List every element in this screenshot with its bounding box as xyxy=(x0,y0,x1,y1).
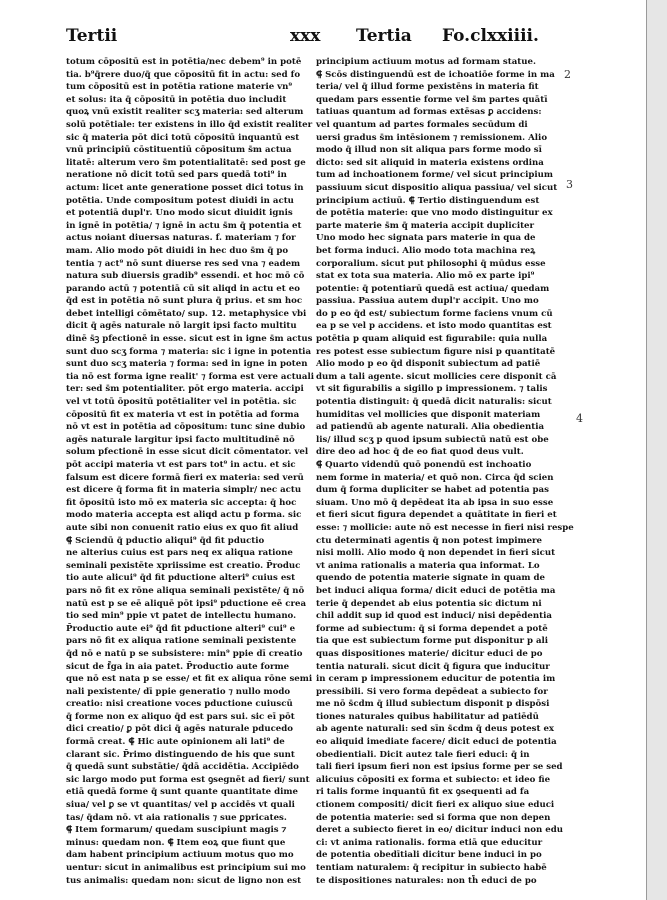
text-line: tio sed min⁹ ppie vt patet de intellectu humano. xyxy=(66,611,297,622)
text-line: dum a tali agente. sicut mollicies cere disponit cā xyxy=(316,371,557,382)
text-line: dicit q̄ agēs naturale nō largit ipsi facto multitu xyxy=(66,321,297,332)
text-line: tia nō est forma igne realit' ⁊ forma est vere actuali xyxy=(66,371,315,382)
text-line: ter: sed s̄m potentialiter. pōt ergo materia. accipi xyxy=(66,384,304,395)
text-line: vel vt totū ōpositū potētialiter vel in potētia. sic xyxy=(66,397,297,408)
page-edge xyxy=(646,0,667,900)
text-line: obedientiali. Dicit autez tale fieri educi: q̄ in xyxy=(316,749,530,760)
text-line: tali fieri ipsum fieri non est ipsius forme per se sed xyxy=(316,762,563,773)
text-line: dinē s̄ꝫ pfectionē in esse. sicut est in igne s̄m actus xyxy=(66,334,313,345)
text-line: etiā quedā forme q̄ sunt quante quantitate dime xyxy=(66,787,298,798)
text-line: deret a subiecto fieret in eo/ dicitur induci non edu xyxy=(316,825,563,836)
text-line: sic q̄ materia pōt dici totū cōpositū inquantū est xyxy=(66,132,300,143)
header-center: xxx xyxy=(290,26,321,46)
text-line: pressibili. Si vero forma depēdeat a subiecto for xyxy=(316,686,548,697)
text-line: ⸿ Sciendū q̄ pductio aliqui⁹ q̄d fit pductio xyxy=(66,535,265,546)
text-line: potētia. Unde compositum potest diuidi in actu xyxy=(66,195,294,206)
text-line: falsum est dicere formā fieri ex materia: sed verū xyxy=(66,472,304,483)
text-line: potentie: q̄ potentiarū quedā est actiua/ quedam xyxy=(316,283,550,294)
text-line: nō vt est in potētia ad cōpositum: tunc sine dubio xyxy=(66,422,306,433)
text-line: ne alterius cuius est pars neq ex aliqua ratione xyxy=(66,548,293,559)
text-line: passiuum sicut dispositio aliqua passiua/ vel sicut xyxy=(316,182,558,193)
margin-note: 2 xyxy=(564,68,571,81)
text-line: modo q̄ illud non sit aliqua pars forme modo sī xyxy=(316,145,542,156)
text-line: debet intelligi cōmētato/ sup. 12. metaphysice vbi xyxy=(66,308,307,319)
text-line: potentia distinguit: q̄ quedā dicit naturalis: sicut xyxy=(316,397,552,408)
text-line: fit ōpositū isto mō ex materia sic accepta: q̄ hoc xyxy=(66,497,297,508)
text-line: tiones naturales quibus habilitatur ad patiēdū xyxy=(316,711,539,722)
running-header xyxy=(0,26,666,48)
text-line: que nō est nata p se esse/ et fit ex aliqua rōne semi xyxy=(66,674,313,685)
text-line: alicuius cōpositi ex forma et subiecto: et ideo fie xyxy=(316,774,551,785)
text-line: ⸿ Scōs distinguendū est de ichoatiōe forme in ma xyxy=(316,69,555,80)
text-line: neratione nō dicit totū sed pars quedā toti⁹ in xyxy=(66,170,287,181)
text-line: me nō s̄cdm q̄ illud subiectum disponit p dispōsi xyxy=(316,699,550,710)
left-column xyxy=(66,56,316,886)
text-line: modo materia accepta est aliqd actu p forma. sic xyxy=(66,510,302,521)
text-line: forme ad subiectum: q̄ si forma dependet a potē xyxy=(316,623,548,634)
text-line: tia que est subiectum forme put disponitur p ali xyxy=(316,636,549,647)
text-line: et solus: ita q̄ cōpositū in potētia duo includit xyxy=(66,94,287,105)
text-line: dici creatio/ ꝑ pōt dici q̄ agēs naturale pducedo xyxy=(66,724,294,735)
text-line: natura sub diuersis gradib⁹ essendi. et hoc mō cō xyxy=(66,271,305,282)
text-line: ctu determinati agentis q̄ non potest impimere xyxy=(316,535,543,546)
text-line: quas dispositiones materie/ dicitur educi de po xyxy=(316,648,543,659)
text-line: siuam. Uno mō q̄ depēdeat ita ab ipsa in suo esse xyxy=(316,497,554,508)
text-line: aute sibi non conuenit ratio eius ex quo fit aliud xyxy=(66,522,299,533)
text-line: sunt duo scʒ forma ⁊ materia: sic i igne in potentia xyxy=(66,346,312,357)
text-line: solū potētiale: ter existens in illo q̄d existit realiter xyxy=(66,119,313,130)
text-line: pars nō fit ex aliqua ratione seminali pexistente xyxy=(66,636,297,647)
text-line: principium actiuū. ⸿ Tertio distinguendum est xyxy=(316,195,540,206)
text-line: ri talis forme inquantū fit ex ꝯsequenti ad fa xyxy=(316,787,530,798)
text-line: de potētia materie: que vno modo distinguitur ex xyxy=(316,208,553,219)
text-line: tentia ⁊ act⁹ nō sunt diuerse res sed vna ⁊ eadem xyxy=(66,258,301,269)
text-line: bet induci aliqua forma/ dicit educi de potētia ma xyxy=(316,585,556,596)
text-line: formā creat. ⸿ Hic aute opinionem ali lati⁹ de xyxy=(66,737,285,748)
text-line: nali pexistente/ dī ppie generatio ⁊ nullo modo xyxy=(66,686,291,697)
margin-note: 4 xyxy=(576,412,583,425)
text-line: parando actū ⁊ potentiā cū sit aliqd in actu et eo xyxy=(66,283,300,294)
text-line: creatio: nisi creatione voces pductione cuiuscū xyxy=(66,699,293,710)
text-line: P̄roductio aute ei⁹ q̄d fit pductione alteri⁹ cui⁹ e xyxy=(66,623,296,634)
text-line: solum pfectionē in esse sicut dicit cōmentator. vel xyxy=(66,447,309,458)
text-line: nisi molli. Alio modo q̄ non dependet in fieri sicut xyxy=(316,548,556,559)
text-line: do p eo q̄d est/ subiectum forme faciens vnum cū xyxy=(316,308,553,319)
text-line: in ignē in potētia/ ⁊ ignē in actu s̄m q̄ potentia et xyxy=(66,220,302,231)
text-line: vt anima rationalis a materia qua informat. Lo xyxy=(316,560,540,571)
text-line: siua/ vel ꝑ se vt quantitas/ vel p accidēs vt quali xyxy=(66,800,295,811)
text-line: et fieri sicut figura dependet a quātitate in fieri et xyxy=(316,510,557,521)
header-right-word: Tertia xyxy=(356,26,412,46)
text-line: corporalium. sicut put philosophi q̄ mūdus esse xyxy=(316,258,546,269)
text-line: tas/ q̄dam nō. vt aia rationalis ⁊ sue ꝑpricates. xyxy=(66,812,287,823)
text-line: tatiuas quantum ad formas extēsas ꝑ accidens: xyxy=(316,107,542,118)
text-line: dum q̄ forma dupliciter se habet ad potentia pas xyxy=(316,485,549,496)
text-line: vnū principiū cōstituentiū cōpositum s̄m actua xyxy=(66,145,292,156)
text-line: actum: licet ante generatione posset dici totus in xyxy=(66,182,304,193)
text-line: tum cōpositū est in potētia ratione materie vn⁹ xyxy=(66,82,293,93)
text-line: et potentiā dupl'r. Uno modo sicut diuidit ignis xyxy=(66,208,293,219)
text-line: q̄d nō e natū p se subsistere: min⁹ ppie dī creatio xyxy=(66,648,303,659)
text-line: vel quantum ad partes formales secūdum di xyxy=(316,119,528,130)
text-line: pōt accipi materia vt est pars tot⁹ in actu. et sic xyxy=(66,460,296,470)
text-line: q̄ quedā sunt substātie/ q̄dā accidētia. Accipiēdo xyxy=(66,762,299,773)
text-line: mam. Alio modo pōt diuidi in hec duo s̄m q̄ po xyxy=(66,245,289,256)
text-line: bet forma induci. Alio modo tota machina reꝝ xyxy=(316,245,536,256)
text-line: tio aute alicui⁹ q̄d fit pductione alteri⁹ cuius est xyxy=(66,573,296,584)
text-line: ctionem compositi/ dicit fieri ex aliquo siue educi xyxy=(316,800,555,811)
text-line: uentur: sicut in animalibus est principium sui mo xyxy=(66,863,306,873)
text-line: ea p se vel p accidens. et isto modo quantitas est xyxy=(316,321,552,332)
text-line: quendo de potentia materie signate in quam de xyxy=(316,573,545,584)
text-line: de potentia materie: sed si forma que non depen xyxy=(316,812,551,823)
text-line: q̄ forme non ex aliquo q̄d est pars sui. sic eī pōt xyxy=(66,711,295,722)
text-line: minus: quedam non. ⸿ Item eoꝝ que fiunt que xyxy=(66,837,286,848)
text-line: cōpositū fit ex materia vt est in potētia ad forma xyxy=(66,409,300,420)
text-line: chil addit sup id quod est induci/ nisi depēdentia xyxy=(316,611,552,622)
text-line: dicto: sed sit aliquid in materia existens ordina xyxy=(316,157,544,168)
text-line: sic largo modo put forma est ꝯsegnēt ad fieri/ sunt xyxy=(66,774,310,785)
text-line: quoꝝ vnū existit realiter scʒ materia: sed alterum xyxy=(66,107,304,118)
text-line: terie q̄ dependet ab eius potentia sic dictum ni xyxy=(316,598,542,609)
text-line: ⸿ Quarto videndū quō ponendū est inchoatio xyxy=(316,460,532,470)
text-line: ci: vt anima rationalis. forma etiā que educitur xyxy=(316,837,543,848)
text-line: teria/ vel q̄ illud forme pexistēns in materia fit xyxy=(316,82,539,93)
text-line: ad patiendū ab agente naturali. Alia obedientia xyxy=(316,422,545,433)
text-line: parte materie s̄m q̄ materia accipit dupliciter xyxy=(316,220,535,231)
text-line: agēs naturale largitur ipsi facto multitudinē nō xyxy=(66,434,295,445)
text-line: humiditas vel mollicies que disponit materiam xyxy=(316,409,541,420)
text-line: lis/ illud scʒ p quod ipsum subiectū natū est obe xyxy=(316,434,549,445)
text-line: nem forme in materia/ et quō non. Circa q̄d scien xyxy=(316,472,554,483)
text-line: pars nō fit ex rōne aliqua seminali pexistēte/ q̄ nō xyxy=(66,585,305,596)
text-line: Uno modo hec signata pars materie in qua de xyxy=(316,233,536,244)
text-line: sunt duo scʒ materia ⁊ forma: sed in igne in poten xyxy=(66,359,308,370)
text-line: tentia naturali. sicut dicit q̄ figura que inducitur xyxy=(316,661,550,672)
text-line: clarant sic. P̄rimo distinguendo de his que sunt xyxy=(66,749,295,760)
text-line: tus animalis: quedam non: sicut de ligno non est xyxy=(66,875,302,886)
text-line: dire deo ad hoc q̄ de eo fiat quod deus vult. xyxy=(316,447,524,458)
text-line: de potentia obedītiali dicitur bene induci in po xyxy=(316,850,542,861)
margin-note: 3 xyxy=(566,178,573,191)
text-line: dam habent principium actiuum motus quo mo xyxy=(66,850,294,861)
text-line: passiua. Passiua autem dupl'r accipit. Uno mo xyxy=(316,296,539,307)
folio-number: Fo.clxxiiii. xyxy=(442,26,539,46)
text-line: eo aliquid imediate facere/ dicit educi de potentia xyxy=(316,737,557,748)
text-line: q̄d est in potētia nō sunt plura q̄ prius. et sm hoc xyxy=(66,296,303,307)
text-line: potētia p quam aliquid est figurabile: quia nulla xyxy=(316,334,548,345)
text-line: ab agente naturali: sed sīn s̄cdm q̄ deus potest ex xyxy=(316,724,555,735)
text-line: te dispositiones naturales: non th̄ educi de po xyxy=(316,875,537,886)
text-line: actus noiant diuersas naturas. f. materiam ⁊ for xyxy=(66,233,296,244)
text-line: ⸿ Item formarum/ quedam suscipiunt magis ⁊ xyxy=(66,825,287,836)
header-left: Tertii xyxy=(66,26,118,46)
text-line: uersi gradus s̄m intēsionem ⁊ remissionem. Alio xyxy=(316,132,548,143)
text-line: totum cōpositū est in potētia/nec debem⁹ in potē xyxy=(66,57,302,67)
text-line: est dicere q̄ forma fit in materia simplr/ nec actu xyxy=(66,485,302,496)
text-line: tia. b⁹q̄rere duo/q̄ que cōpositū fit in actu: sed fo xyxy=(66,69,301,80)
text-line: vt sit figurabilis a sigillo p impressionem. ⁊ talis xyxy=(316,384,548,395)
right-column xyxy=(316,56,574,886)
text-line: in ceram p impressionem educitur de potentia im xyxy=(316,674,556,685)
text-line: seminali pexistēte xpriissime est creatio. P̄roduc xyxy=(66,560,301,571)
text-line: stat ex tota sua materia. Alio mō ex parte ipi⁹ xyxy=(316,271,535,282)
text-line: principium actiuum motus ad formam statue. xyxy=(316,57,536,67)
text-line: res potest esse subiectum figure nisi p quantitatē xyxy=(316,346,556,357)
text-line: tentiam naturalem: q̄ recipitur in subiecto habē xyxy=(316,863,547,873)
text-line: natū est p se eē aliquē pōt ipsi⁹ pductione eē crea xyxy=(66,598,307,609)
text-line: litatē: alterum vero s̄m potentialitatē: sed post ge xyxy=(66,157,306,168)
text-line: Alio modo p eo q̄d disponit subiectum ad patiē xyxy=(316,359,541,370)
text-line: quedam pars essentie forme vel s̄m partes quātī xyxy=(316,94,548,105)
text-line: esse: ⁊ mollicie: aute nō est necesse in fieri nisi respe xyxy=(316,522,574,533)
text-line: tum ad inchoationem forme/ vel sicut principium xyxy=(316,170,554,181)
text-line: sicut de f̄ga in aia patet. P̄roductio aute forme xyxy=(66,661,290,672)
